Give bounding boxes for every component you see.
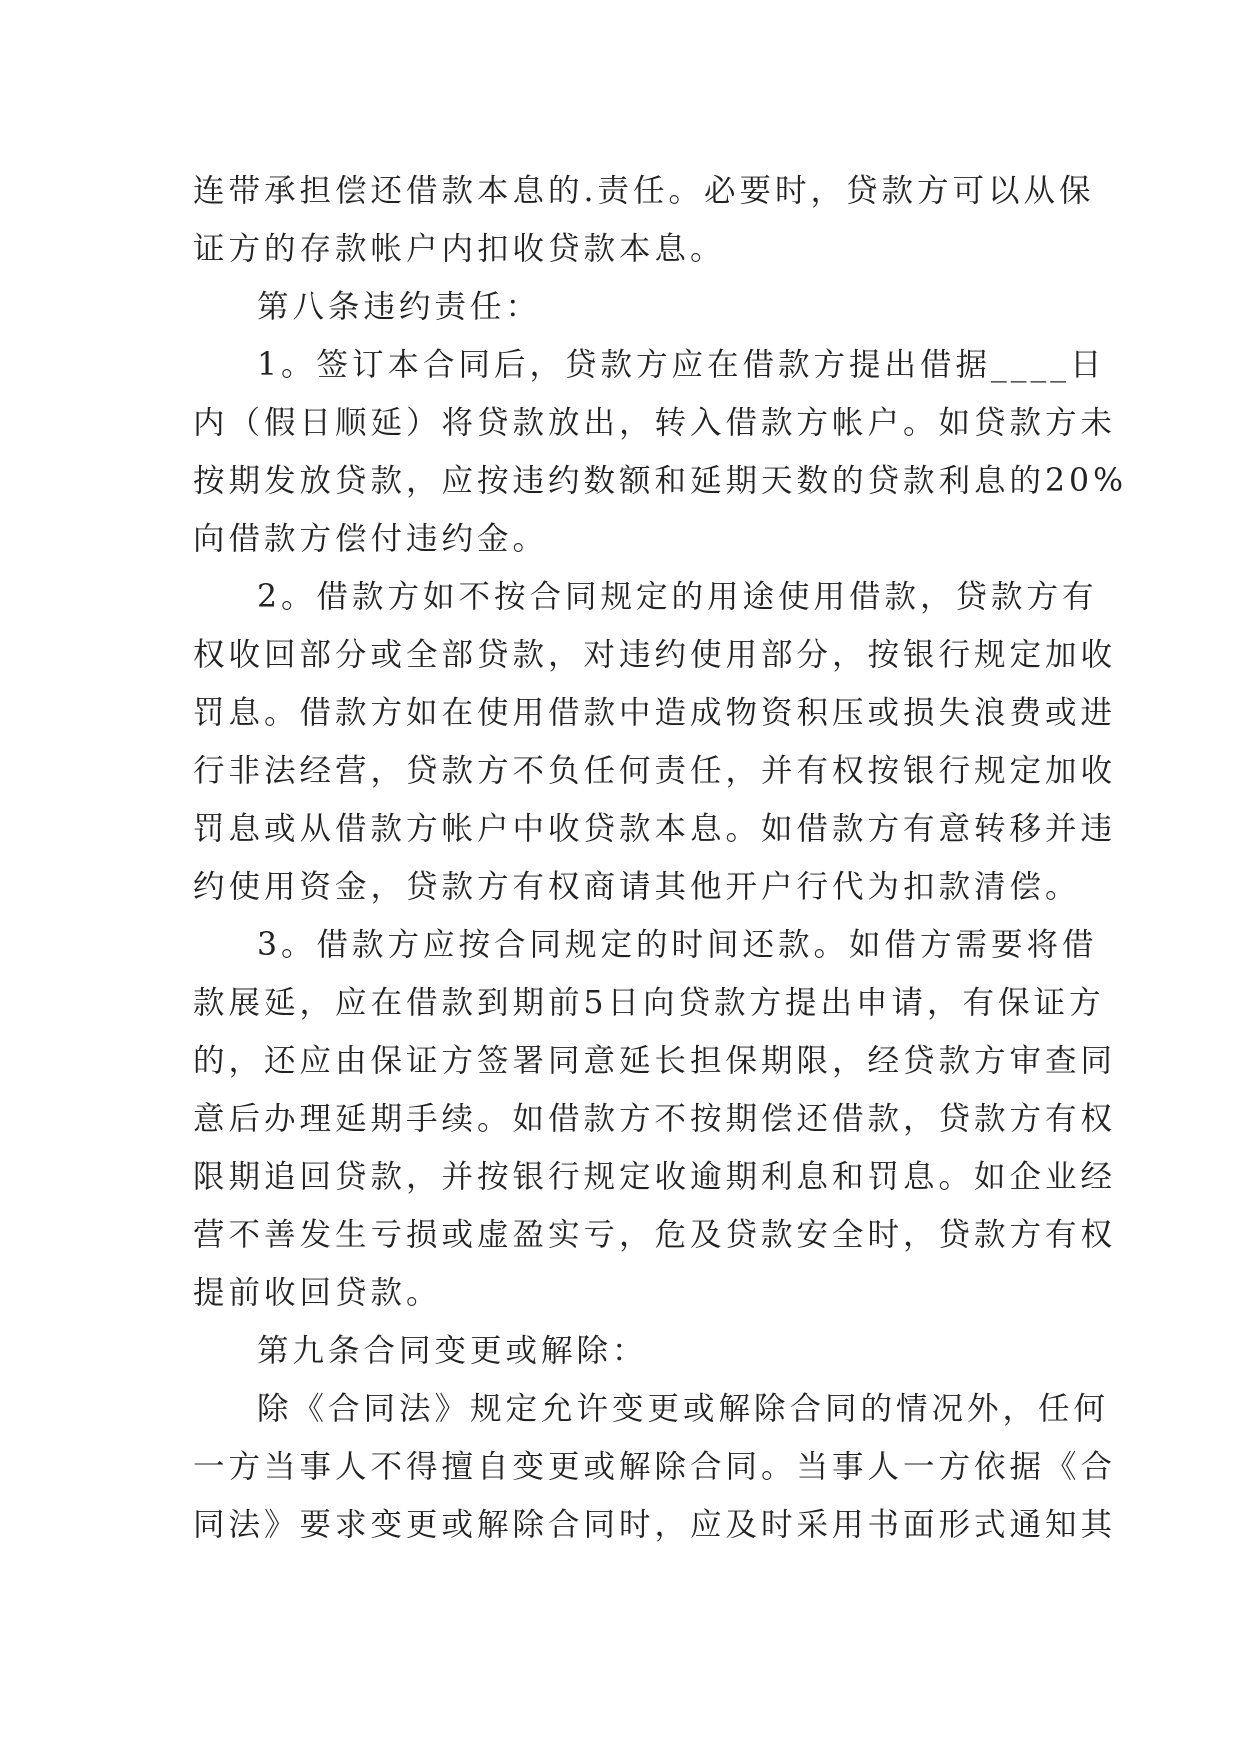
text-line: 除《合同法》规定允许变更或解除合同的情况外，任何	[257, 1391, 1110, 1427]
text-line: 按期发放贷款，应按违约数额和延期天数的贷款利息的20%	[193, 463, 1128, 499]
text-line: 权收回部分或全部贷款，对违约使用部分，按银行规定加收	[193, 637, 1117, 673]
text-line: 款展延，应在借款到期前5日向贷款方提出申请，有保证方	[193, 985, 1105, 1021]
text-line: 意后办理延期手续。如借款方不按期偿还借款，贷款方有权	[193, 1101, 1117, 1137]
contract-body-text	[193, 162, 1128, 1554]
text-line: 营不善发生亏损或虚盈实亏，危及贷款安全时，贷款方有权	[193, 1217, 1117, 1253]
text-line: 内（假日顺延）将贷款放出，转入借款方帐户。如贷款方未	[193, 405, 1117, 441]
text-line: 连带承担偿还借款本息的.责任。必要时，贷款方可以从保	[193, 173, 1095, 209]
text-line: 3。借款方应按合同规定的时间还款。如借方需要将借	[257, 927, 1098, 963]
text-line: 一方当事人不得擅自变更或解除合同。当事人一方依据《合	[193, 1449, 1117, 1485]
text-line: 约使用资金，贷款方有权商请其他开户行代为扣款清偿。	[193, 869, 1081, 905]
text-line: 1。签订本合同后，贷款方应在借款方提出借据____日	[257, 347, 1106, 383]
text-line: 2。借款方如不按合同规定的用途使用借款，贷款方有	[257, 579, 1098, 615]
text-line: 向借款方偿付违约金。	[193, 521, 549, 557]
text-line: 罚息。借款方如在使用借款中造成物资积压或损失浪费或进	[193, 695, 1117, 731]
text-line: 的，还应由保证方签署同意延长担保期限，经贷款方审查同	[193, 1043, 1117, 1079]
section-heading-article-8: 第八条违约责任：	[257, 289, 542, 325]
text-line: 罚息或从借款方帐户中收贷款本息。如借款方有意转移并违	[193, 811, 1117, 847]
text-line: 同法》要求变更或解除合同时，应及时采用书面形式通知其	[193, 1507, 1117, 1543]
text-line: 限期追回贷款，并按银行规定收逾期利息和罚息。如企业经	[193, 1159, 1117, 1195]
text-line: 证方的存款帐户内扣收贷款本息。	[193, 231, 726, 267]
text-line: 提前收回贷款。	[193, 1275, 442, 1311]
text-line: 行非法经营，贷款方不负任何责任，并有权按银行规定加收	[193, 753, 1117, 789]
section-heading-article-9: 第九条合同变更或解除：	[257, 1333, 648, 1369]
